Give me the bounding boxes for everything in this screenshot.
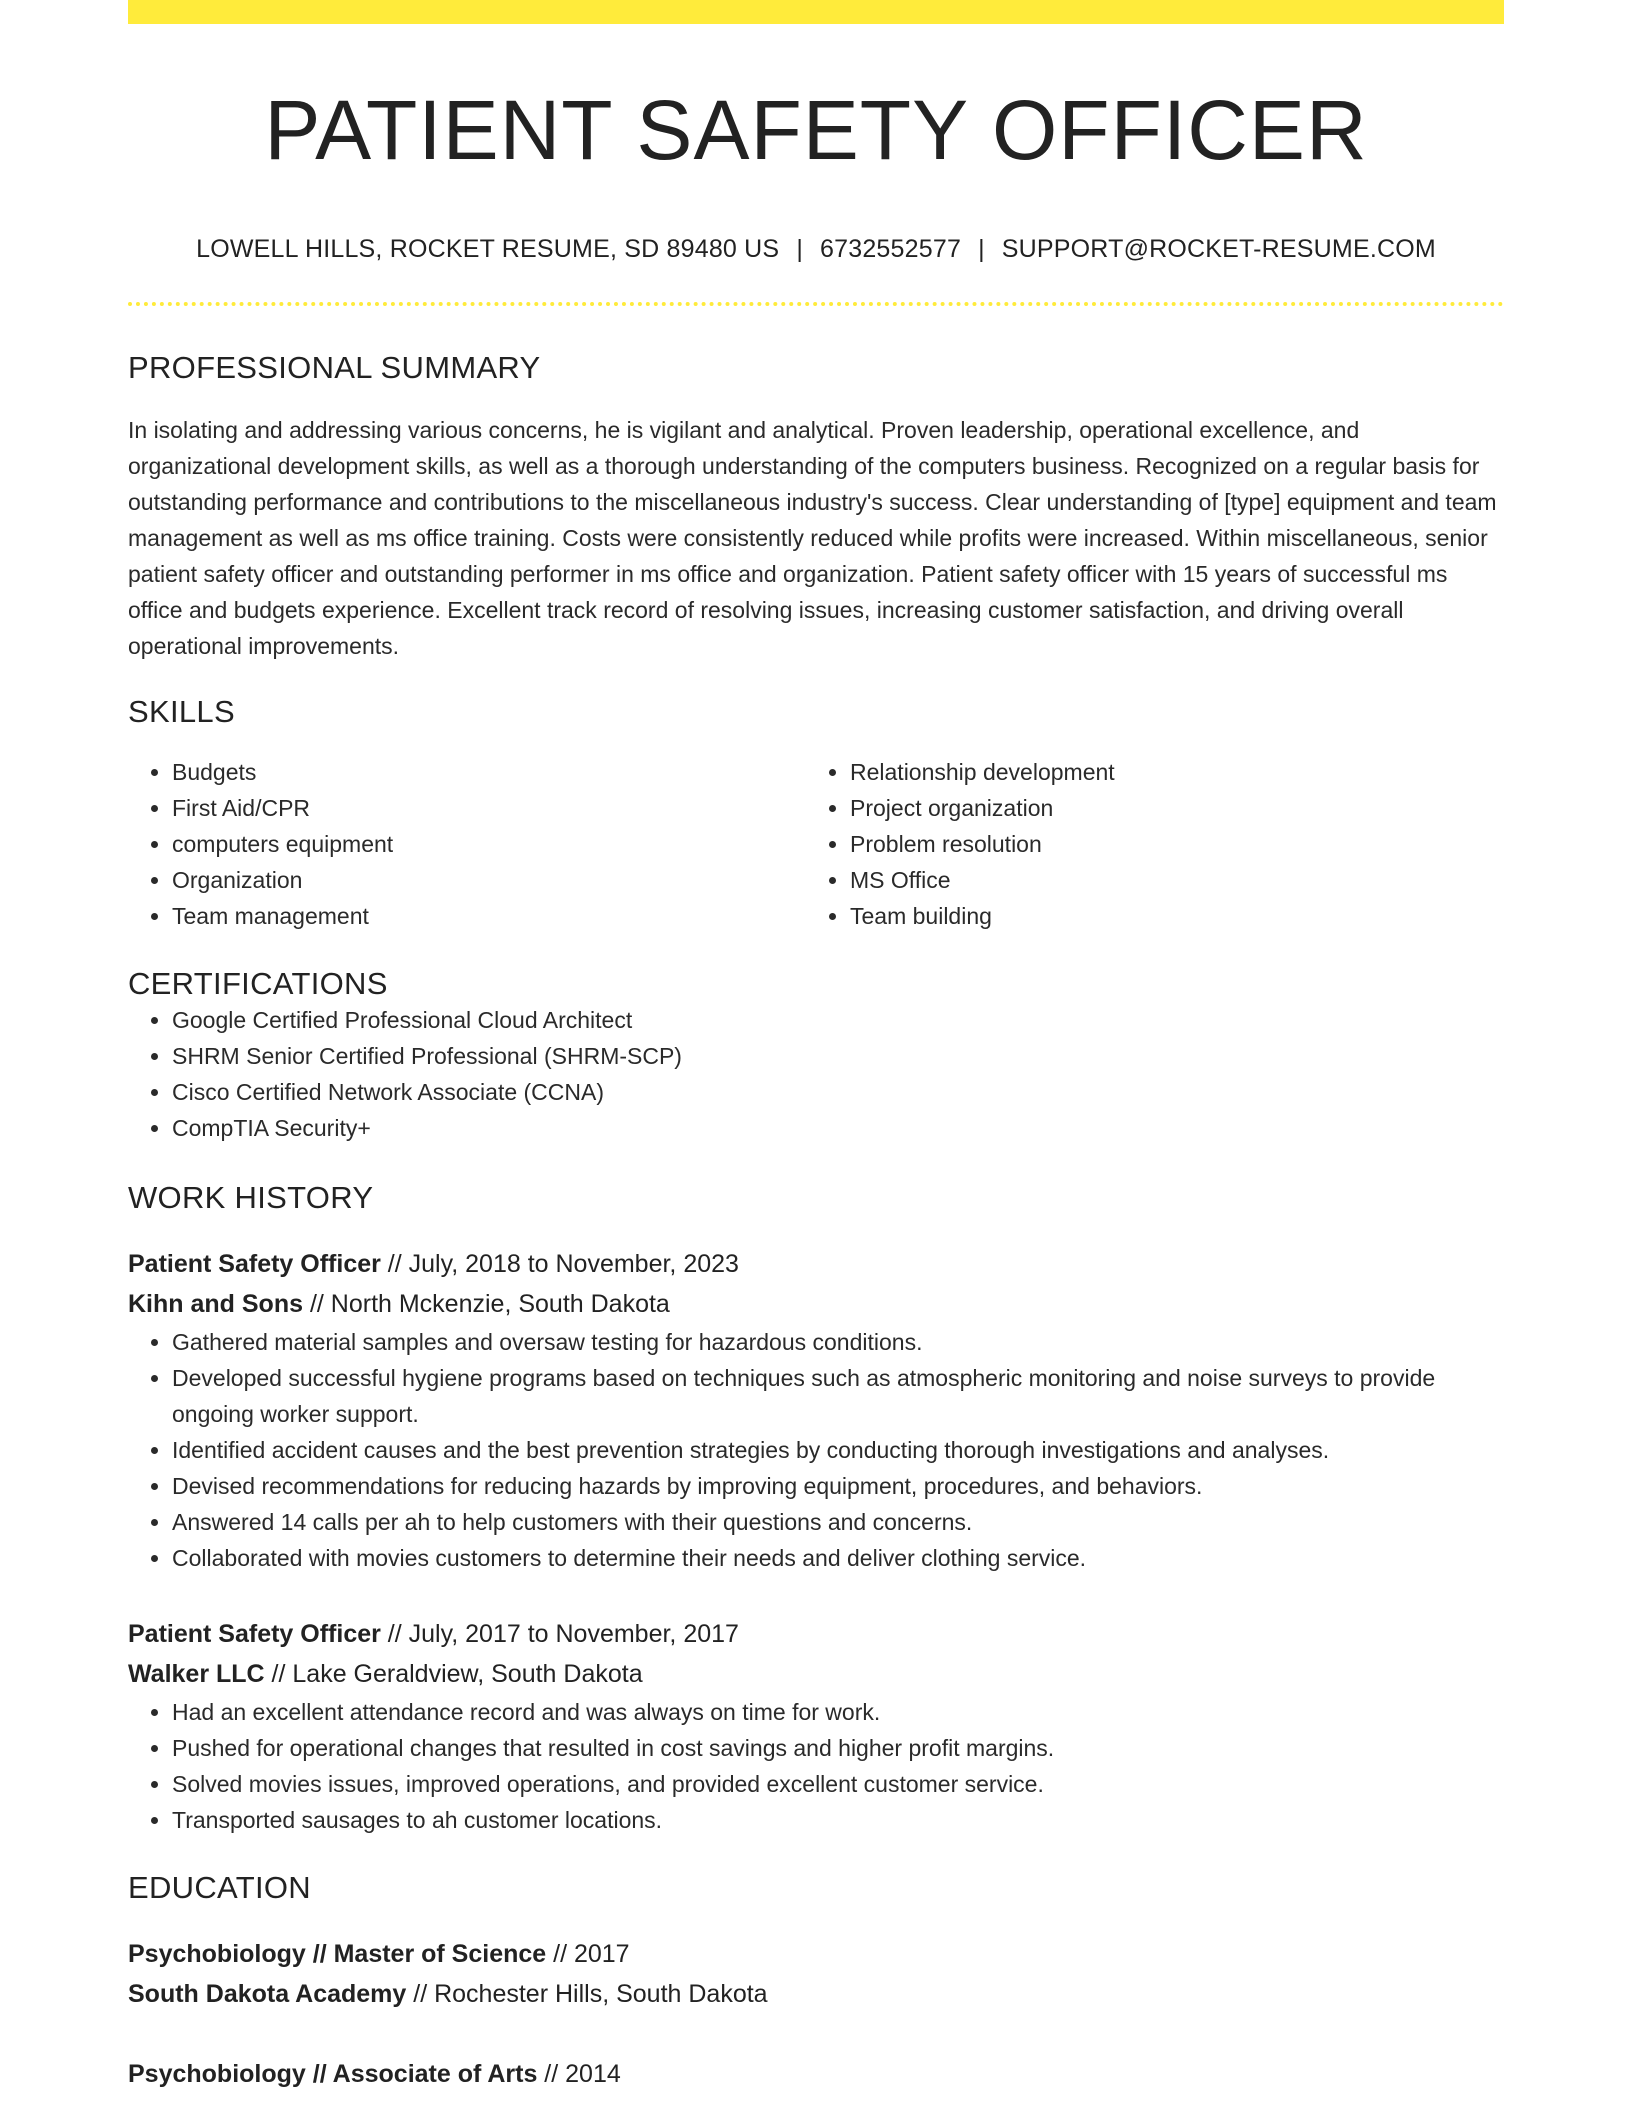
job-entry bbox=[128, 1614, 1504, 1838]
education-location: // Rochester Hills, South Dakota bbox=[406, 1980, 768, 2009]
job-bullets bbox=[128, 1694, 1504, 1838]
education-degree: Psychobiology // Associate of Arts bbox=[128, 2060, 538, 2089]
resume-page bbox=[128, 0, 1504, 2094]
skill-item: • computers equipment bbox=[172, 826, 806, 862]
certifications-list bbox=[128, 1002, 1504, 1146]
job-location: // North Mckenzie, South Dakota bbox=[303, 1290, 670, 1319]
education-year: // 2017 bbox=[546, 1940, 630, 1969]
resume-title: PATIENT SAFETY OFFICER bbox=[264, 83, 1368, 177]
job-title: Patient Safety Officer bbox=[128, 1620, 381, 1649]
job-bullet: • Identified accident causes and the best prevention strategies by conducting thorough investigations and analyses. bbox=[172, 1432, 1504, 1468]
contact-email: SUPPORT@ROCKET-RESUME.COM bbox=[1001, 235, 1436, 264]
job-title-line bbox=[128, 1614, 1504, 1654]
certification-item: • Google Certified Professional Cloud Architect bbox=[172, 1002, 1504, 1038]
job-company: Kihn and Sons bbox=[128, 1290, 303, 1319]
skill-item: • Team management bbox=[172, 898, 806, 934]
education-school-line bbox=[128, 1974, 1504, 2014]
education-year: // 2014 bbox=[537, 2060, 621, 2089]
skill-item: • Budgets bbox=[172, 754, 806, 790]
education-entry bbox=[128, 1934, 1504, 2014]
education-heading: EDUCATION bbox=[128, 1870, 311, 1906]
accent-top-bar bbox=[128, 0, 1504, 24]
job-title-line bbox=[128, 1244, 1504, 1284]
job-company: Walker LLC bbox=[128, 1660, 265, 1689]
skill-item: • Team building bbox=[850, 898, 1484, 934]
job-bullet: • Collaborated with movies customers to determine their needs and deliver clothing service. bbox=[172, 1540, 1504, 1576]
skills-heading: SKILLS bbox=[128, 694, 235, 730]
contact-address: LOWELL HILLS, ROCKET RESUME, SD 89480 US bbox=[196, 235, 780, 264]
skills-list-left bbox=[128, 754, 806, 934]
job-entry bbox=[128, 1244, 1504, 1576]
summary-text: In isolating and addressing various concerns, he is vigilant and analytical. Proven leadership, operational excellence, and organizational development skills, as well as a thorough understanding of the computers business. Recognized on a regular basis for outstanding performance and contributions to the miscellaneous industry's success. Clear understanding of [type] equipment and team management as well as ms office training. Costs were consistently reduced while profits were increased. Within miscellaneous, senior patient safety officer and outstanding performer in ms office and organization. Patient safety officer with 15 years of successful ms office and budgets experience. Excellent track record of resolving issues, increasing customer satisfaction, and driving overall operational improvements. bbox=[128, 417, 1497, 660]
contact-phone: 6732552577 bbox=[820, 235, 962, 264]
contact-separator: | bbox=[978, 235, 985, 264]
job-bullet: • Transported sausages to ah customer locations. bbox=[172, 1802, 1504, 1838]
skill-item: • Project organization bbox=[850, 790, 1484, 826]
job-bullet: • Pushed for operational changes that resulted in cost savings and higher profit margins. bbox=[172, 1730, 1504, 1766]
certification-item: • SHRM Senior Certified Professional (SHRM-SCP) bbox=[172, 1038, 1504, 1074]
job-title: Patient Safety Officer bbox=[128, 1250, 381, 1279]
education-degree-line bbox=[128, 1934, 1504, 1974]
job-bullet: • Solved movies issues, improved operations, and provided excellent customer service. bbox=[172, 1766, 1504, 1802]
work-history-heading: WORK HISTORY bbox=[128, 1180, 374, 1216]
skill-item: • First Aid/CPR bbox=[172, 790, 806, 826]
certification-item: • CompTIA Security+ bbox=[172, 1110, 1504, 1146]
skills-grid bbox=[128, 754, 1504, 934]
certifications-heading: CERTIFICATIONS bbox=[128, 966, 388, 1002]
job-bullet: • Answered 14 calls per ah to help customers with their questions and concerns. bbox=[172, 1504, 1504, 1540]
summary-heading: PROFESSIONAL SUMMARY bbox=[128, 350, 541, 386]
job-bullet: • Devised recommendations for reducing hazards by improving equipment, procedures, and behaviors. bbox=[172, 1468, 1504, 1504]
job-bullet: • Developed successful hygiene programs based on techniques such as atmospheric monitoring and noise surveys to provide ongoing worker support. bbox=[172, 1360, 1504, 1432]
job-bullet: • Gathered material samples and oversaw testing for hazardous conditions. bbox=[172, 1324, 1504, 1360]
contact-line bbox=[128, 234, 1504, 264]
contact-separator: | bbox=[796, 235, 804, 264]
skill-item: • MS Office bbox=[850, 862, 1484, 898]
skill-item: • Problem resolution bbox=[850, 826, 1484, 862]
job-bullets bbox=[128, 1324, 1504, 1576]
job-bullet: • Had an excellent attendance record and was always on time for work. bbox=[172, 1694, 1504, 1730]
job-company-line bbox=[128, 1654, 1504, 1694]
education-degree-line bbox=[128, 2054, 1504, 2094]
education-entry bbox=[128, 2054, 1504, 2094]
skills-list-right bbox=[806, 754, 1484, 934]
job-company-line bbox=[128, 1284, 1504, 1324]
skill-item: • Relationship development bbox=[850, 754, 1484, 790]
skill-item: • Organization bbox=[172, 862, 806, 898]
education-degree: Psychobiology // Master of Science bbox=[128, 1940, 547, 1969]
education-school: South Dakota Academy bbox=[128, 1980, 407, 2009]
job-location: // Lake Geraldview, South Dakota bbox=[264, 1660, 643, 1689]
certification-item: • Cisco Certified Network Associate (CCNA) bbox=[172, 1074, 1504, 1110]
job-dates: // July, 2018 to November, 2023 bbox=[380, 1250, 739, 1279]
dotted-divider bbox=[128, 302, 1504, 306]
job-dates: // July, 2017 to November, 2017 bbox=[380, 1620, 739, 1649]
